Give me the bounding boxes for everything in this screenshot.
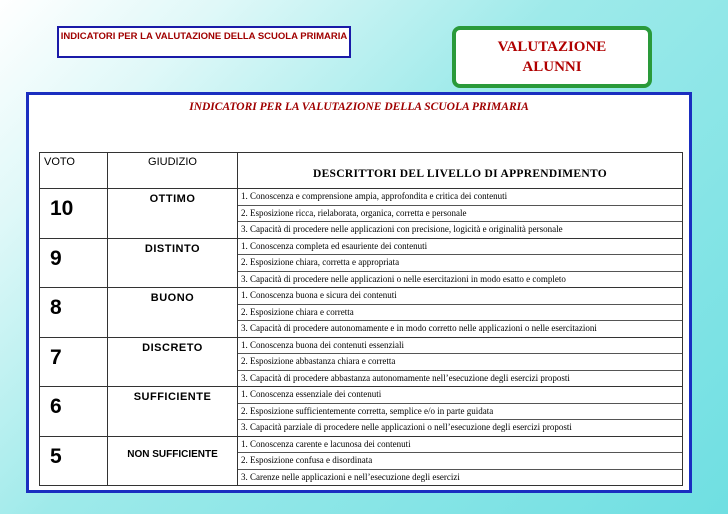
descrittori-cell: [238, 436, 683, 486]
voto-cell: 5: [40, 436, 108, 486]
descrittore-2: 2. Esposizione confusa e disordinata: [238, 453, 682, 470]
header-voto: VOTO: [40, 153, 108, 189]
descrittore-3: 3. Capacità parziale di procedere nelle applicazioni o nell’esecuzione degli esercizi proposti: [241, 422, 572, 432]
descrittori-cell: [238, 288, 683, 338]
descrittore-2: 2. Esposizione ricca, rielaborata, organica, corretta e personale: [238, 206, 682, 223]
descrittore-3: 3. Capacità di procedere abbastanza autonomamente nell’esecuzione degli esercizi proposti: [241, 372, 570, 383]
voto-cell: 7: [40, 337, 108, 387]
valutazione-line1: VALUTAZIONE: [497, 39, 607, 55]
table-row: [40, 189, 683, 239]
descrittore-1: 1. Conoscenza buona dei contenuti essenziali: [238, 338, 682, 355]
header-title-text: INDICATORI PER LA VALUTAZIONE DELLA SCUOLA PRIMARIA: [60, 31, 348, 42]
descrittori-cell: [238, 189, 683, 239]
descrittore-2: 2. Esposizione chiara e corretta: [238, 305, 682, 322]
voto-cell: 9: [40, 238, 108, 288]
voto-cell: 8: [40, 288, 108, 338]
giudizio-cell: OTTIMO: [108, 189, 238, 239]
descrittore-3: 3. Capacità di procedere autonomamente e in modo corretto nelle applicazioni o nelle esercitazioni: [241, 323, 597, 333]
table-row: [40, 238, 683, 288]
giudizio-cell: DISCRETO: [108, 337, 238, 387]
descrittore-1: 1. Conoscenza essenziale dei contenuti: [238, 387, 682, 404]
giudizio-cell: SUFFICIENTE: [108, 387, 238, 437]
descrittore-3: 3. Capacità di procedere nelle applicazioni con precisione, logicità e originalità personale: [241, 224, 563, 234]
valutazione-alunni-box[interactable]: [452, 26, 652, 88]
header-giudizio: GIUDIZIO: [108, 153, 238, 189]
panel-title: INDICATORI PER LA VALUTAZIONE DELLA SCUOLA PRIMARIA: [189, 101, 529, 113]
voto-cell: 6: [40, 387, 108, 437]
descrittore-2: 2. Esposizione chiara, corretta e appropriata: [238, 255, 682, 272]
descrittore-3: 3. Carenze nelle applicazioni e nell’esecuzione degli esercizi: [241, 471, 460, 482]
table-header-row: [40, 153, 683, 189]
descrittore-2: 2. Esposizione abbastanza chiara e corretta: [238, 354, 682, 371]
table-row: [40, 337, 683, 387]
table-row: [40, 387, 683, 437]
table-row: [40, 288, 683, 338]
giudizio-cell: NON SUFFICIENTE: [108, 436, 238, 486]
table-row: [40, 436, 683, 486]
indicators-panel: [26, 92, 692, 493]
header-descrittori: DESCRITTORI DEL LIVELLO DI APPRENDIMENTO: [238, 153, 683, 189]
header-title-box: [57, 26, 351, 58]
descrittori-cell: [238, 337, 683, 387]
descrittori-cell: [238, 238, 683, 288]
giudizio-cell: DISTINTO: [108, 238, 238, 288]
descrittore-1: 1. Conoscenza buona e sicura dei contenuti: [238, 288, 682, 305]
valutazione-line2: ALUNNI: [522, 59, 582, 75]
voto-cell: 10: [40, 189, 108, 239]
descrittore-2: 2. Esposizione sufficientemente corretta, semplice e/o in parte guidata: [238, 404, 682, 421]
descrittore-3: 3. Capacità di procedere nelle applicazioni o nelle esercitazioni in modo esatto e completo: [241, 273, 566, 284]
descrittori-cell: [238, 387, 683, 437]
descrittore-1: 1. Conoscenza carente e lacunosa dei contenuti: [238, 437, 682, 454]
descrittore-1: 1. Conoscenza e comprensione ampia, approfondita e critica dei contenuti: [238, 189, 682, 206]
descrittore-1: 1. Conoscenza completa ed esauriente dei contenuti: [238, 239, 682, 256]
indicators-table: [39, 152, 683, 486]
giudizio-cell: BUONO: [108, 288, 238, 338]
